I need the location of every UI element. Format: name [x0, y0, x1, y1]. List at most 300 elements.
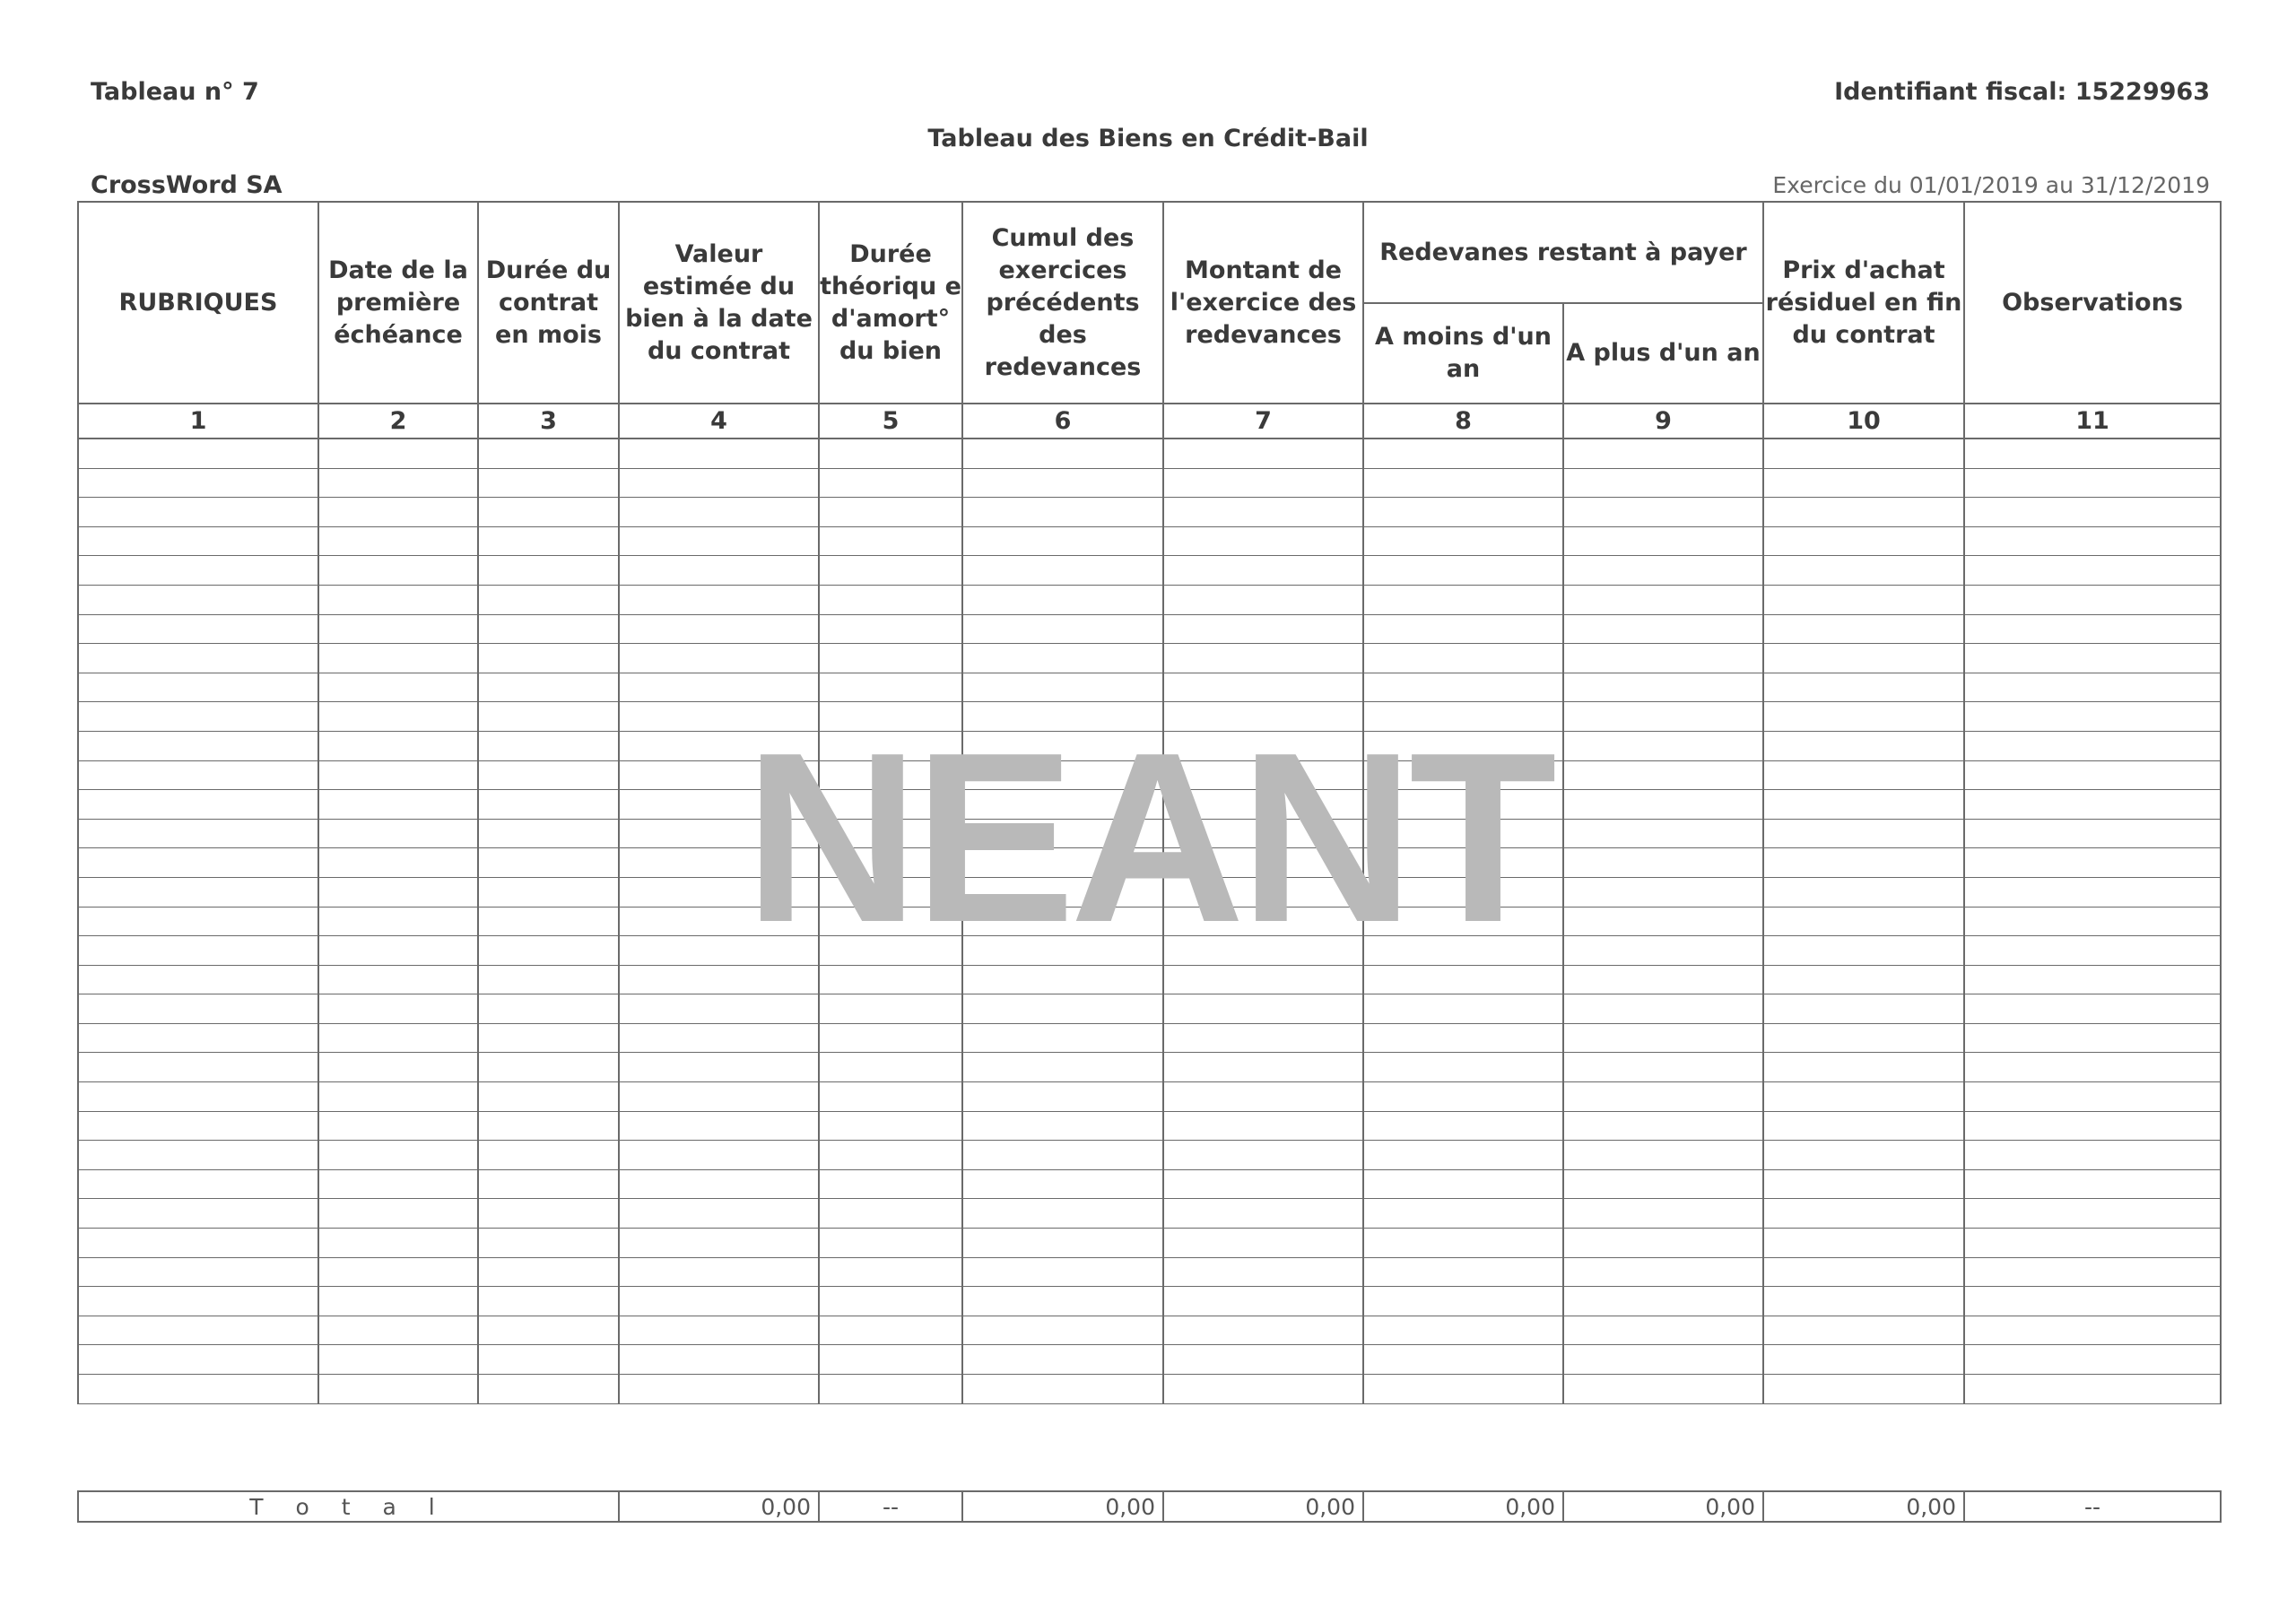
- table-cell: [478, 760, 619, 790]
- table-cell: [318, 1345, 478, 1375]
- table-cell: [1163, 790, 1363, 820]
- table-cell: [78, 1345, 318, 1375]
- column-number: 4: [619, 404, 819, 439]
- table-cell: [478, 907, 619, 936]
- table-cell: [962, 1169, 1163, 1199]
- table-cell: [78, 673, 318, 702]
- table-row: [78, 468, 2221, 498]
- table-cell: [962, 790, 1163, 820]
- table-cell: [1563, 614, 1763, 644]
- table-cell: [819, 1375, 962, 1404]
- table-row: [78, 1141, 2221, 1170]
- table-cell: [478, 1316, 619, 1345]
- table-cell: [1363, 819, 1563, 848]
- table-cell: [1363, 1082, 1563, 1112]
- table-cell: [318, 731, 478, 760]
- table-cell: [318, 1111, 478, 1141]
- total-observations: --: [1964, 1491, 2221, 1522]
- table-cell: [962, 907, 1163, 936]
- table-cell: [962, 936, 1163, 966]
- table-cell: [819, 1111, 962, 1141]
- table-cell: [478, 644, 619, 673]
- table-cell: [1563, 819, 1763, 848]
- table-cell: [962, 1345, 1163, 1375]
- table-cell: [1763, 790, 1964, 820]
- table-cell: [619, 1316, 819, 1345]
- table-cell: [1964, 1082, 2221, 1112]
- table-cell: [619, 1199, 819, 1229]
- table-cell: [1563, 1023, 1763, 1053]
- table-cell: [819, 702, 962, 732]
- table-row: [78, 1229, 2221, 1258]
- table-cell: [318, 1169, 478, 1199]
- table-cell: [619, 819, 819, 848]
- table-cell: [1163, 731, 1363, 760]
- table-cell: [962, 673, 1163, 702]
- table-cell: [478, 1345, 619, 1375]
- table-cell: [318, 1141, 478, 1170]
- table-cell: [619, 1053, 819, 1082]
- table-cell: [318, 468, 478, 498]
- table-cell: [619, 1375, 819, 1404]
- table-cell: [819, 994, 962, 1024]
- table-cell: [1964, 907, 2221, 936]
- table-cell: [619, 585, 819, 614]
- table-cell: [1964, 1053, 2221, 1082]
- table-cell: [819, 907, 962, 936]
- table-cell: [819, 556, 962, 586]
- table-cell: [318, 1199, 478, 1229]
- table-cell: [1163, 819, 1363, 848]
- table-row: [78, 585, 2221, 614]
- table-cell: [1163, 1023, 1363, 1053]
- table-cell: [619, 673, 819, 702]
- total-cumulative-fees: 0,00: [962, 1491, 1163, 1522]
- table-cell: [1964, 1257, 2221, 1287]
- table-cell: [318, 965, 478, 994]
- table-cell: [819, 731, 962, 760]
- table-cell: [78, 556, 318, 586]
- table-cell: [1563, 994, 1763, 1024]
- table-cell: [1563, 936, 1763, 966]
- table-cell: [318, 556, 478, 586]
- table-cell: [962, 1316, 1163, 1345]
- table-cell: [78, 1287, 318, 1316]
- table-cell: [1563, 1111, 1763, 1141]
- table-cell: [1964, 1111, 2221, 1141]
- table-cell: [962, 1023, 1163, 1053]
- table-cell: [478, 614, 619, 644]
- table-cell: [962, 994, 1163, 1024]
- table-row: [78, 1169, 2221, 1199]
- table-cell: [78, 498, 318, 527]
- table-cell: [1763, 468, 1964, 498]
- table-cell: [819, 790, 962, 820]
- table-cell: [819, 439, 962, 468]
- table-cell: [1563, 848, 1763, 878]
- table-cell: [619, 1111, 819, 1141]
- table-cell: [1363, 936, 1563, 966]
- table-cell: [819, 673, 962, 702]
- table-cell: [1763, 1345, 1964, 1375]
- table-cell: [1964, 498, 2221, 527]
- table-cell: [1563, 439, 1763, 468]
- table-cell: [1163, 585, 1363, 614]
- table-cell: [478, 556, 619, 586]
- table-cell: [1763, 614, 1964, 644]
- table-cell: [1563, 1199, 1763, 1229]
- table-cell: [1363, 965, 1563, 994]
- table-row: [78, 1023, 2221, 1053]
- table-cell: [78, 1199, 318, 1229]
- table-cell: [962, 965, 1163, 994]
- table-cell: [478, 1023, 619, 1053]
- table-cell: [962, 468, 1163, 498]
- fiscal-period: Exercice du 01/01/2019 au 31/12/2019: [1772, 172, 2210, 198]
- table-cell: [1763, 877, 1964, 907]
- table-cell: [1363, 644, 1563, 673]
- table-cell: [478, 877, 619, 907]
- table-cell: [78, 1316, 318, 1345]
- table-cell: [1964, 439, 2221, 468]
- table-row: [78, 1199, 2221, 1229]
- table-cell: [1163, 965, 1363, 994]
- table-cell: [619, 1169, 819, 1199]
- table-cell: [1763, 760, 1964, 790]
- table-cell: [1763, 1141, 1964, 1170]
- table-cell: [1763, 819, 1964, 848]
- neant-watermark: NEANT: [744, 703, 1552, 973]
- table-cell: [1964, 1169, 2221, 1199]
- table-cell: [1563, 585, 1763, 614]
- table-cell: [962, 1082, 1163, 1112]
- table-cell: [962, 1229, 1163, 1258]
- table-cell: [1163, 702, 1363, 732]
- table-cell: [819, 760, 962, 790]
- table-row: [78, 1111, 2221, 1141]
- table-cell: [819, 965, 962, 994]
- column-number: 9: [1563, 404, 1763, 439]
- table-row: [78, 644, 2221, 673]
- col-header-estimated-value: Valeur estimée du bien à la date du contrat: [619, 202, 819, 404]
- table-cell: [1964, 1316, 2221, 1345]
- table-cell: [1563, 1375, 1763, 1404]
- table-cell: [1964, 790, 2221, 820]
- table-cell: [619, 936, 819, 966]
- table-cell: [619, 644, 819, 673]
- table-row: [78, 760, 2221, 790]
- table-cell: [1363, 1169, 1563, 1199]
- table-cell: [962, 731, 1163, 760]
- table-cell: [478, 1082, 619, 1112]
- table-cell: [1763, 702, 1964, 732]
- table-cell: [1964, 673, 2221, 702]
- table-cell: [1163, 1375, 1363, 1404]
- table-cell: [619, 1287, 819, 1316]
- table-cell: [1163, 1141, 1363, 1170]
- column-number: 10: [1763, 404, 1964, 439]
- table-cell: [819, 1345, 962, 1375]
- table-row: [78, 1345, 2221, 1375]
- table-cell: [318, 1053, 478, 1082]
- table-cell: [1563, 1345, 1763, 1375]
- col-header-first-due-date: Date de la première échéance: [318, 202, 478, 404]
- table-cell: [962, 614, 1163, 644]
- table-cell: [478, 965, 619, 994]
- table-cell: [1163, 760, 1363, 790]
- table-cell: [318, 439, 478, 468]
- table-cell: [1964, 702, 2221, 732]
- subcol-header-less-than-year: A moins d'un an: [1363, 303, 1563, 404]
- table-cell: [1563, 965, 1763, 994]
- table-cell: [1163, 1199, 1363, 1229]
- table-row: [78, 673, 2221, 702]
- table-cell: [619, 439, 819, 468]
- table-cell: [962, 1141, 1163, 1170]
- table-cell: [619, 848, 819, 878]
- table-cell: [78, 1257, 318, 1287]
- table-cell: [619, 1023, 819, 1053]
- table-cell: [1563, 644, 1763, 673]
- table-cell: [1163, 848, 1363, 878]
- table-cell: [1363, 439, 1563, 468]
- table-cell: [1163, 673, 1363, 702]
- table-cell: [1363, 731, 1563, 760]
- table-cell: [478, 994, 619, 1024]
- column-number: 5: [819, 404, 962, 439]
- table-cell: [1763, 1257, 1964, 1287]
- table-cell: [1563, 877, 1763, 907]
- table-cell: [318, 907, 478, 936]
- table-cell: [1763, 556, 1964, 586]
- table-cell: [1563, 526, 1763, 556]
- column-number: 1: [78, 404, 318, 439]
- table-cell: [1363, 702, 1563, 732]
- table-cell: [478, 1111, 619, 1141]
- table-cell: [1163, 1053, 1363, 1082]
- table-cell: [478, 1141, 619, 1170]
- table-cell: [1563, 1229, 1763, 1258]
- table-row: [78, 907, 2221, 936]
- table-cell: [78, 1141, 318, 1170]
- table-cell: [619, 1345, 819, 1375]
- table-cell: [619, 1082, 819, 1112]
- table-cell: [819, 644, 962, 673]
- table-cell: [819, 1257, 962, 1287]
- table-row: [78, 498, 2221, 527]
- table-cell: [819, 585, 962, 614]
- table-cell: [619, 731, 819, 760]
- table-cell: [478, 1375, 619, 1404]
- table-cell: [78, 585, 318, 614]
- table-cell: [1964, 936, 2221, 966]
- table-cell: [1363, 673, 1563, 702]
- table-cell: [1964, 731, 2221, 760]
- table-cell: [962, 1257, 1163, 1287]
- col-header-remaining-fees: Redevanes restant à payer: [1363, 202, 1763, 303]
- table-cell: [1163, 1111, 1363, 1141]
- table-cell: [1163, 1287, 1363, 1316]
- table-cell: [318, 1229, 478, 1258]
- table-cell: [1363, 1375, 1563, 1404]
- table-cell: [1763, 439, 1964, 468]
- table-cell: [1163, 526, 1363, 556]
- table-cell: [318, 585, 478, 614]
- table-cell: [1563, 907, 1763, 936]
- table-cell: [962, 702, 1163, 732]
- table-row: [78, 702, 2221, 732]
- table-cell: [1964, 644, 2221, 673]
- table-cell: [1763, 498, 1964, 527]
- total-fiscal-year-fees: 0,00: [1163, 1491, 1363, 1522]
- table-cell: [1563, 498, 1763, 527]
- table-cell: [819, 1082, 962, 1112]
- table-cell: [1964, 614, 2221, 644]
- table-row: [78, 614, 2221, 644]
- table-cell: [819, 848, 962, 878]
- subcol-header-more-than-year: A plus d'un an: [1563, 303, 1763, 404]
- table-cell: [78, 1053, 318, 1082]
- table-cell: [1964, 760, 2221, 790]
- total-residual-price: 0,00: [1763, 1491, 1964, 1522]
- table-cell: [78, 790, 318, 820]
- table-row: [78, 819, 2221, 848]
- table-cell: [1363, 907, 1563, 936]
- table-cell: [1964, 1375, 2221, 1404]
- table-cell: [619, 760, 819, 790]
- table-cell: [619, 498, 819, 527]
- table-cell: [318, 760, 478, 790]
- table-cell: [1163, 1345, 1363, 1375]
- table-cell: [1363, 760, 1563, 790]
- table-cell: [478, 936, 619, 966]
- table-cell: [1563, 673, 1763, 702]
- table-cell: [78, 936, 318, 966]
- table-cell: [619, 614, 819, 644]
- table-cell: [1964, 1229, 2221, 1258]
- tax-id: Identifiant fiscal: 15229963: [1834, 78, 2210, 106]
- table-row: [78, 556, 2221, 586]
- table-cell: [619, 1257, 819, 1287]
- table-cell: [962, 760, 1163, 790]
- leasing-table: [77, 201, 2222, 1404]
- table-cell: [1563, 1141, 1763, 1170]
- table-cell: [819, 468, 962, 498]
- table-cell: [78, 1375, 318, 1404]
- table-cell: [1763, 1199, 1964, 1229]
- total-depreciation-duration: --: [819, 1491, 962, 1522]
- table-row: [78, 965, 2221, 994]
- table-cell: [478, 439, 619, 468]
- table-cell: [1763, 994, 1964, 1024]
- table-cell: [819, 877, 962, 907]
- table-cell: [1163, 1169, 1363, 1199]
- table-cell: [819, 819, 962, 848]
- table-cell: [1163, 1316, 1363, 1345]
- table-cell: [619, 1141, 819, 1170]
- table-cell: [1363, 468, 1563, 498]
- table-cell: [1563, 731, 1763, 760]
- table-cell: [478, 1229, 619, 1258]
- table-cell: [819, 1053, 962, 1082]
- table-cell: [1964, 1023, 2221, 1053]
- table-body: [78, 439, 2221, 1403]
- table-cell: [1363, 1111, 1563, 1141]
- table-cell: [1363, 585, 1563, 614]
- table-cell: [318, 526, 478, 556]
- page-title: Tableau des Biens en Crédit-Bail: [927, 125, 1369, 152]
- table-cell: [1163, 1229, 1363, 1258]
- table-cell: [1163, 468, 1363, 498]
- table-cell: [1363, 556, 1563, 586]
- table-cell: [318, 644, 478, 673]
- table-cell: [1763, 848, 1964, 878]
- table-cell: [1964, 877, 2221, 907]
- table-cell: [78, 468, 318, 498]
- table-cell: [962, 439, 1163, 468]
- table-cell: [1964, 1287, 2221, 1316]
- table-cell: [78, 1111, 318, 1141]
- table-cell: [1563, 702, 1763, 732]
- table-cell: [1964, 556, 2221, 586]
- table-cell: [318, 1375, 478, 1404]
- table-cell: [619, 556, 819, 586]
- table-cell: [819, 936, 962, 966]
- table-cell: [1964, 1141, 2221, 1170]
- table-cell: [318, 936, 478, 966]
- table-cell: [1763, 907, 1964, 936]
- col-header-cumulative-fees: Cumul des exercices précédents des redevances: [962, 202, 1163, 404]
- table-cell: [78, 644, 318, 673]
- table-cell: [1563, 1053, 1763, 1082]
- table-cell: [619, 907, 819, 936]
- table-cell: [619, 702, 819, 732]
- table-cell: [619, 468, 819, 498]
- table-cell: [1763, 1169, 1964, 1199]
- table-cell: [478, 1199, 619, 1229]
- table-cell: [318, 1023, 478, 1053]
- table-cell: [962, 1111, 1163, 1141]
- table-cell: [619, 965, 819, 994]
- table-cell: [1163, 614, 1363, 644]
- table-cell: [78, 965, 318, 994]
- table-cell: [1563, 1082, 1763, 1112]
- table-cell: [819, 1169, 962, 1199]
- table-cell: [478, 498, 619, 527]
- table-cell: [318, 1257, 478, 1287]
- table-cell: [478, 819, 619, 848]
- table-row: [78, 526, 2221, 556]
- table-cell: [1763, 1229, 1964, 1258]
- table-cell: [1563, 760, 1763, 790]
- company-name: CrossWord SA: [91, 171, 283, 199]
- column-number: 6: [962, 404, 1163, 439]
- column-number: 2: [318, 404, 478, 439]
- table-cell: [478, 585, 619, 614]
- col-header-depreciation-duration: Durée théoriqu e d'amort° du bien: [819, 202, 962, 404]
- table-cell: [962, 1287, 1163, 1316]
- table-cell: [78, 907, 318, 936]
- table-cell: [962, 848, 1163, 878]
- table-cell: [1563, 556, 1763, 586]
- table-cell: [1363, 1229, 1563, 1258]
- total-label: T o t a l: [78, 1491, 619, 1522]
- table-cell: [1763, 936, 1964, 966]
- table-cell: [318, 790, 478, 820]
- table-cell: [78, 994, 318, 1024]
- table-cell: [1763, 526, 1964, 556]
- table-row: [78, 1082, 2221, 1112]
